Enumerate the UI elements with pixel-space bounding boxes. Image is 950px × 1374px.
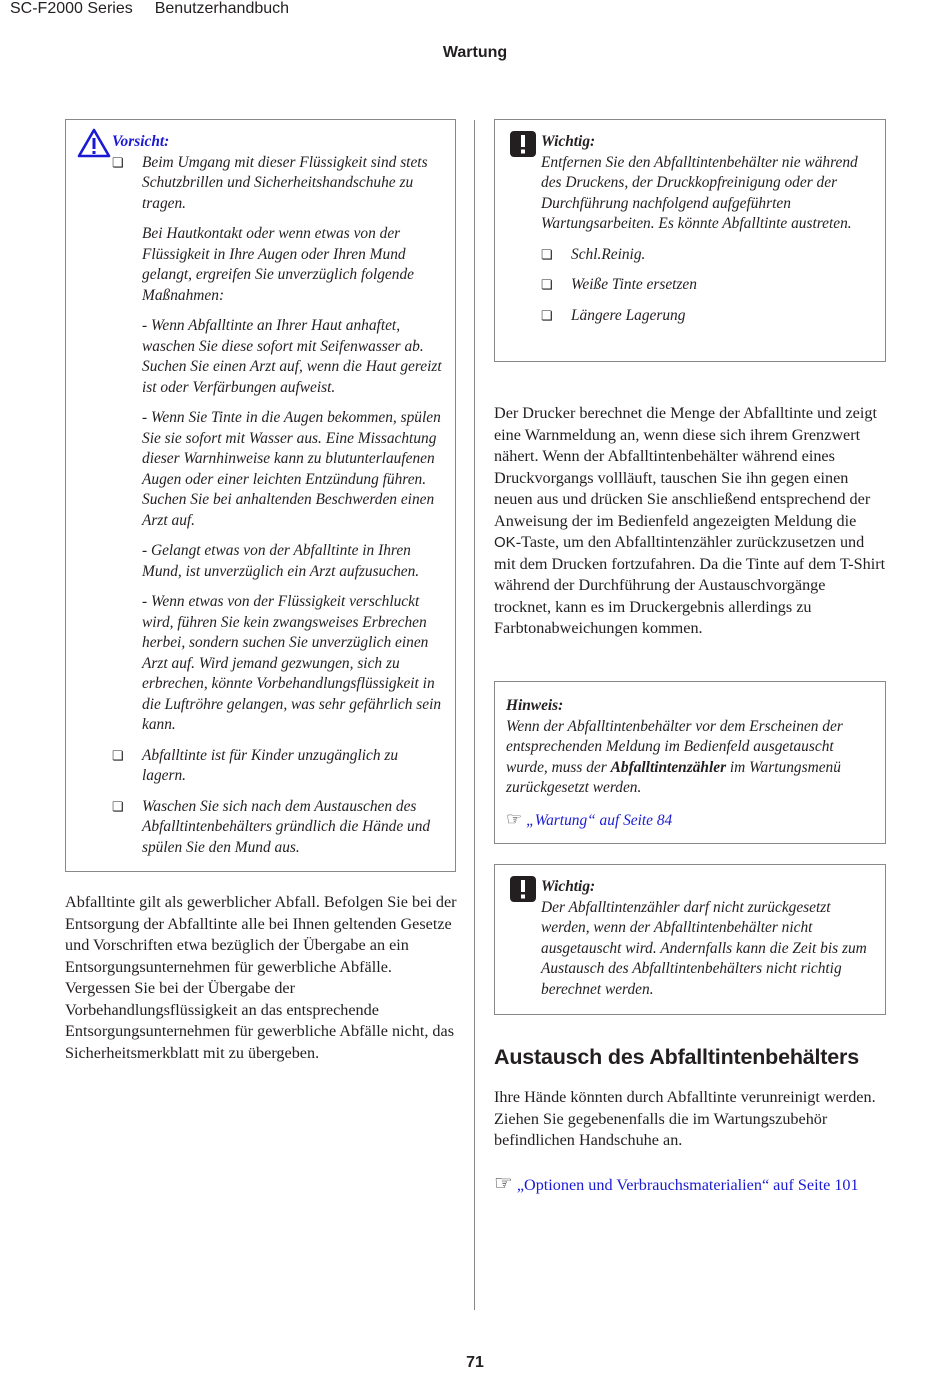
list-item: ❏ Beim Umgang mit dieser Flüssigkeit sind stets Schutzbrillen und Sicherheitshandschuhe zu tragen. [112, 153, 428, 212]
page-number: 71 [466, 1354, 484, 1371]
caution-paragraph: - Wenn Abfalltinte an Ihrer Haut anhaftet, waschen Sie diese sofort mit Seifenwasser ab. Suchen Sie einen Arzt auf, wenn die Haut gereizt ist oder Verfärbungen aufweist. [142, 317, 442, 396]
caution-box [65, 119, 456, 872]
column-divider [474, 120, 475, 1310]
product-name: SC-F2000 Series [10, 0, 133, 17]
ok-key: OK [494, 534, 516, 551]
checkbox-bullet-icon: ❏ [112, 798, 124, 814]
important-title: Wichtig: [541, 878, 596, 895]
important-text: Der Abfalltintenzähler darf nicht zurückgesetzt werden, wenn der Abfalltintenbehälter nicht ausgetauscht wird. Andernfalls kann die Zeit bis zum Austausch des Abfalltintenbehälters nicht richtig berechnet werden. [541, 898, 867, 998]
list-item: ❏ Weiße Tinte ersetzen [541, 275, 875, 296]
left-paragraph: Abfalltinte gilt als gewerblicher Abfall. Befolgen Sie bei der Entsorgung der Abfalltinte alle bei Ihnen geltenden Gesetze und Vorschriften etwa bezüglich der Übergabe an ein Entsorgungsunternehmen für gewerbliche Abfälle. Vergessen Sie bei der Übergabe der Vorbehandlungsflüssigkeit an das entsprechende Entsorgungsunternehmen für gewerbliche Abfälle nicht, das Sicherheitsmerkblatt mit zu übergeben. [65, 893, 457, 1062]
checkbox-bullet-icon: ❏ [112, 747, 124, 763]
checkbox-bullet-icon: ❏ [541, 277, 553, 292]
caution-paragraph: - Wenn etwas von der Flüssigkeit verschluckt wird, führen Sie kein zwangsweises Erbrechen herbei, sondern suchen Sie unverzüglich einen Arzt auf. Wird jemand gezwungen, sich zu erbrechen, könnte Vorbehandlungsflüssigkeit in die Luftröhre gelangen, was sehr gefährlich sein kann. [142, 593, 442, 733]
caution-paragraph: - Wenn Sie Tinte in die Augen bekommen, spülen Sie sie sofort mit Wasser aus. Eine Missachtung dieser Warnhinweise kann zu blutunterlaufenen Augen oder einer leichten Entzündung führen. Suchen Sie bei anhaltenden Beschwerden einen Arzt auf. [142, 409, 441, 529]
note-title: Hinweis: [506, 697, 564, 714]
note-box [494, 681, 886, 844]
important-icon [509, 130, 537, 158]
section-heading: Austausch des Abfalltintenbehälters [494, 1045, 859, 1069]
note-text: Wenn der Abfalltintenbehälter vor dem Erscheinen der entsprechenden Meldung im Bedienfeld ausgetauscht wurde, muss der Abfalltintenzähler im Wartungsmenü zurückgesetzt werden. [506, 717, 843, 796]
checkbox-bullet-icon: ❏ [112, 154, 124, 170]
list-item: ❏ Waschen Sie sich nach dem Austauschen des Abfalltintenbehälters gründlich die Hände und spülen Sie den Mund aus. [112, 797, 431, 856]
important-icon [509, 875, 537, 903]
heading-paragraph: Ihre Hände könnten durch Abfalltinte verunreinigt werden. Ziehen Sie gegebenenfalls die im Wartungszubehör befindlichen Handschuhe an. [494, 1088, 876, 1149]
caution-title: Vorsicht: [112, 133, 170, 150]
list-item: ❏ Längere Lagerung [541, 306, 875, 327]
options-link[interactable]: ☞ „Optionen und Verbrauchsmaterialien“ auf Seite 101 [494, 1171, 859, 1195]
warning-icon [77, 128, 111, 158]
important-box [494, 864, 886, 1015]
important-text: Entfernen Sie den Abfalltintenbehälter nie während des Druckens, der Druckkopfreinigung oder der Durchführung nachfolgend aufgeführten Wartungsarbeiten. Es könnte Abfalltinte austreten. [541, 153, 858, 232]
checkbox-bullet-icon: ❏ [541, 246, 553, 262]
checkbox-bullet-icon: ❏ [541, 307, 553, 323]
list-item: ❏ Abfalltinte ist für Kinder unzugänglich zu lagern. [112, 746, 399, 784]
caution-paragraph: Bei Hautkontakt oder wenn etwas von der Flüssigkeit in Ihre Augen oder Ihren Mund gelangt, ergreifen Sie unverzüglich folgende Maßnahmen: [142, 225, 414, 304]
pointing-hand-icon: ☞ [506, 808, 523, 829]
important-box [494, 119, 886, 362]
important-title: Wichtig: [541, 133, 596, 150]
list-item: ❏ Schl.Reinig. [541, 245, 875, 266]
caution-paragraph: - Gelangt etwas von der Abfalltinte in Ihren Mund, ist unverzüglich ein Arzt aufzusuchen. [142, 542, 420, 580]
section-title: Wartung [442, 44, 508, 61]
doc-name: Benutzerhandbuch [154, 0, 290, 17]
note-link[interactable]: ☞ „Wartung“ auf Seite 84 [506, 808, 673, 829]
running-header [10, 0, 311, 18]
pointing-hand-icon: ☞ [494, 1171, 513, 1195]
right-paragraph: Der Drucker berechnet die Menge der Abfalltinte und zeigt eine Warnmeldung an, wenn diese sich ihrem Grenzwert nähert. Wenn der Abfalltintenbehälter während eines Druckvorgangs vollläuft, tauschen Sie ihn gegen einen neuen aus und drücken Sie anschließend entsprechend der Anweisung der im Bedienfeld angezeigten Meldung die OK-Taste, um den Abfalltintenzähler zurückzusetzen und mit dem Drucken fortzufahren. Da die Tinte auf dem T-Shirt während der Durchführung der Austauschvorgänge trocknet, kann es im Druckergebnis allerdings zu Farbtonabweichungen kommen. [494, 404, 886, 637]
